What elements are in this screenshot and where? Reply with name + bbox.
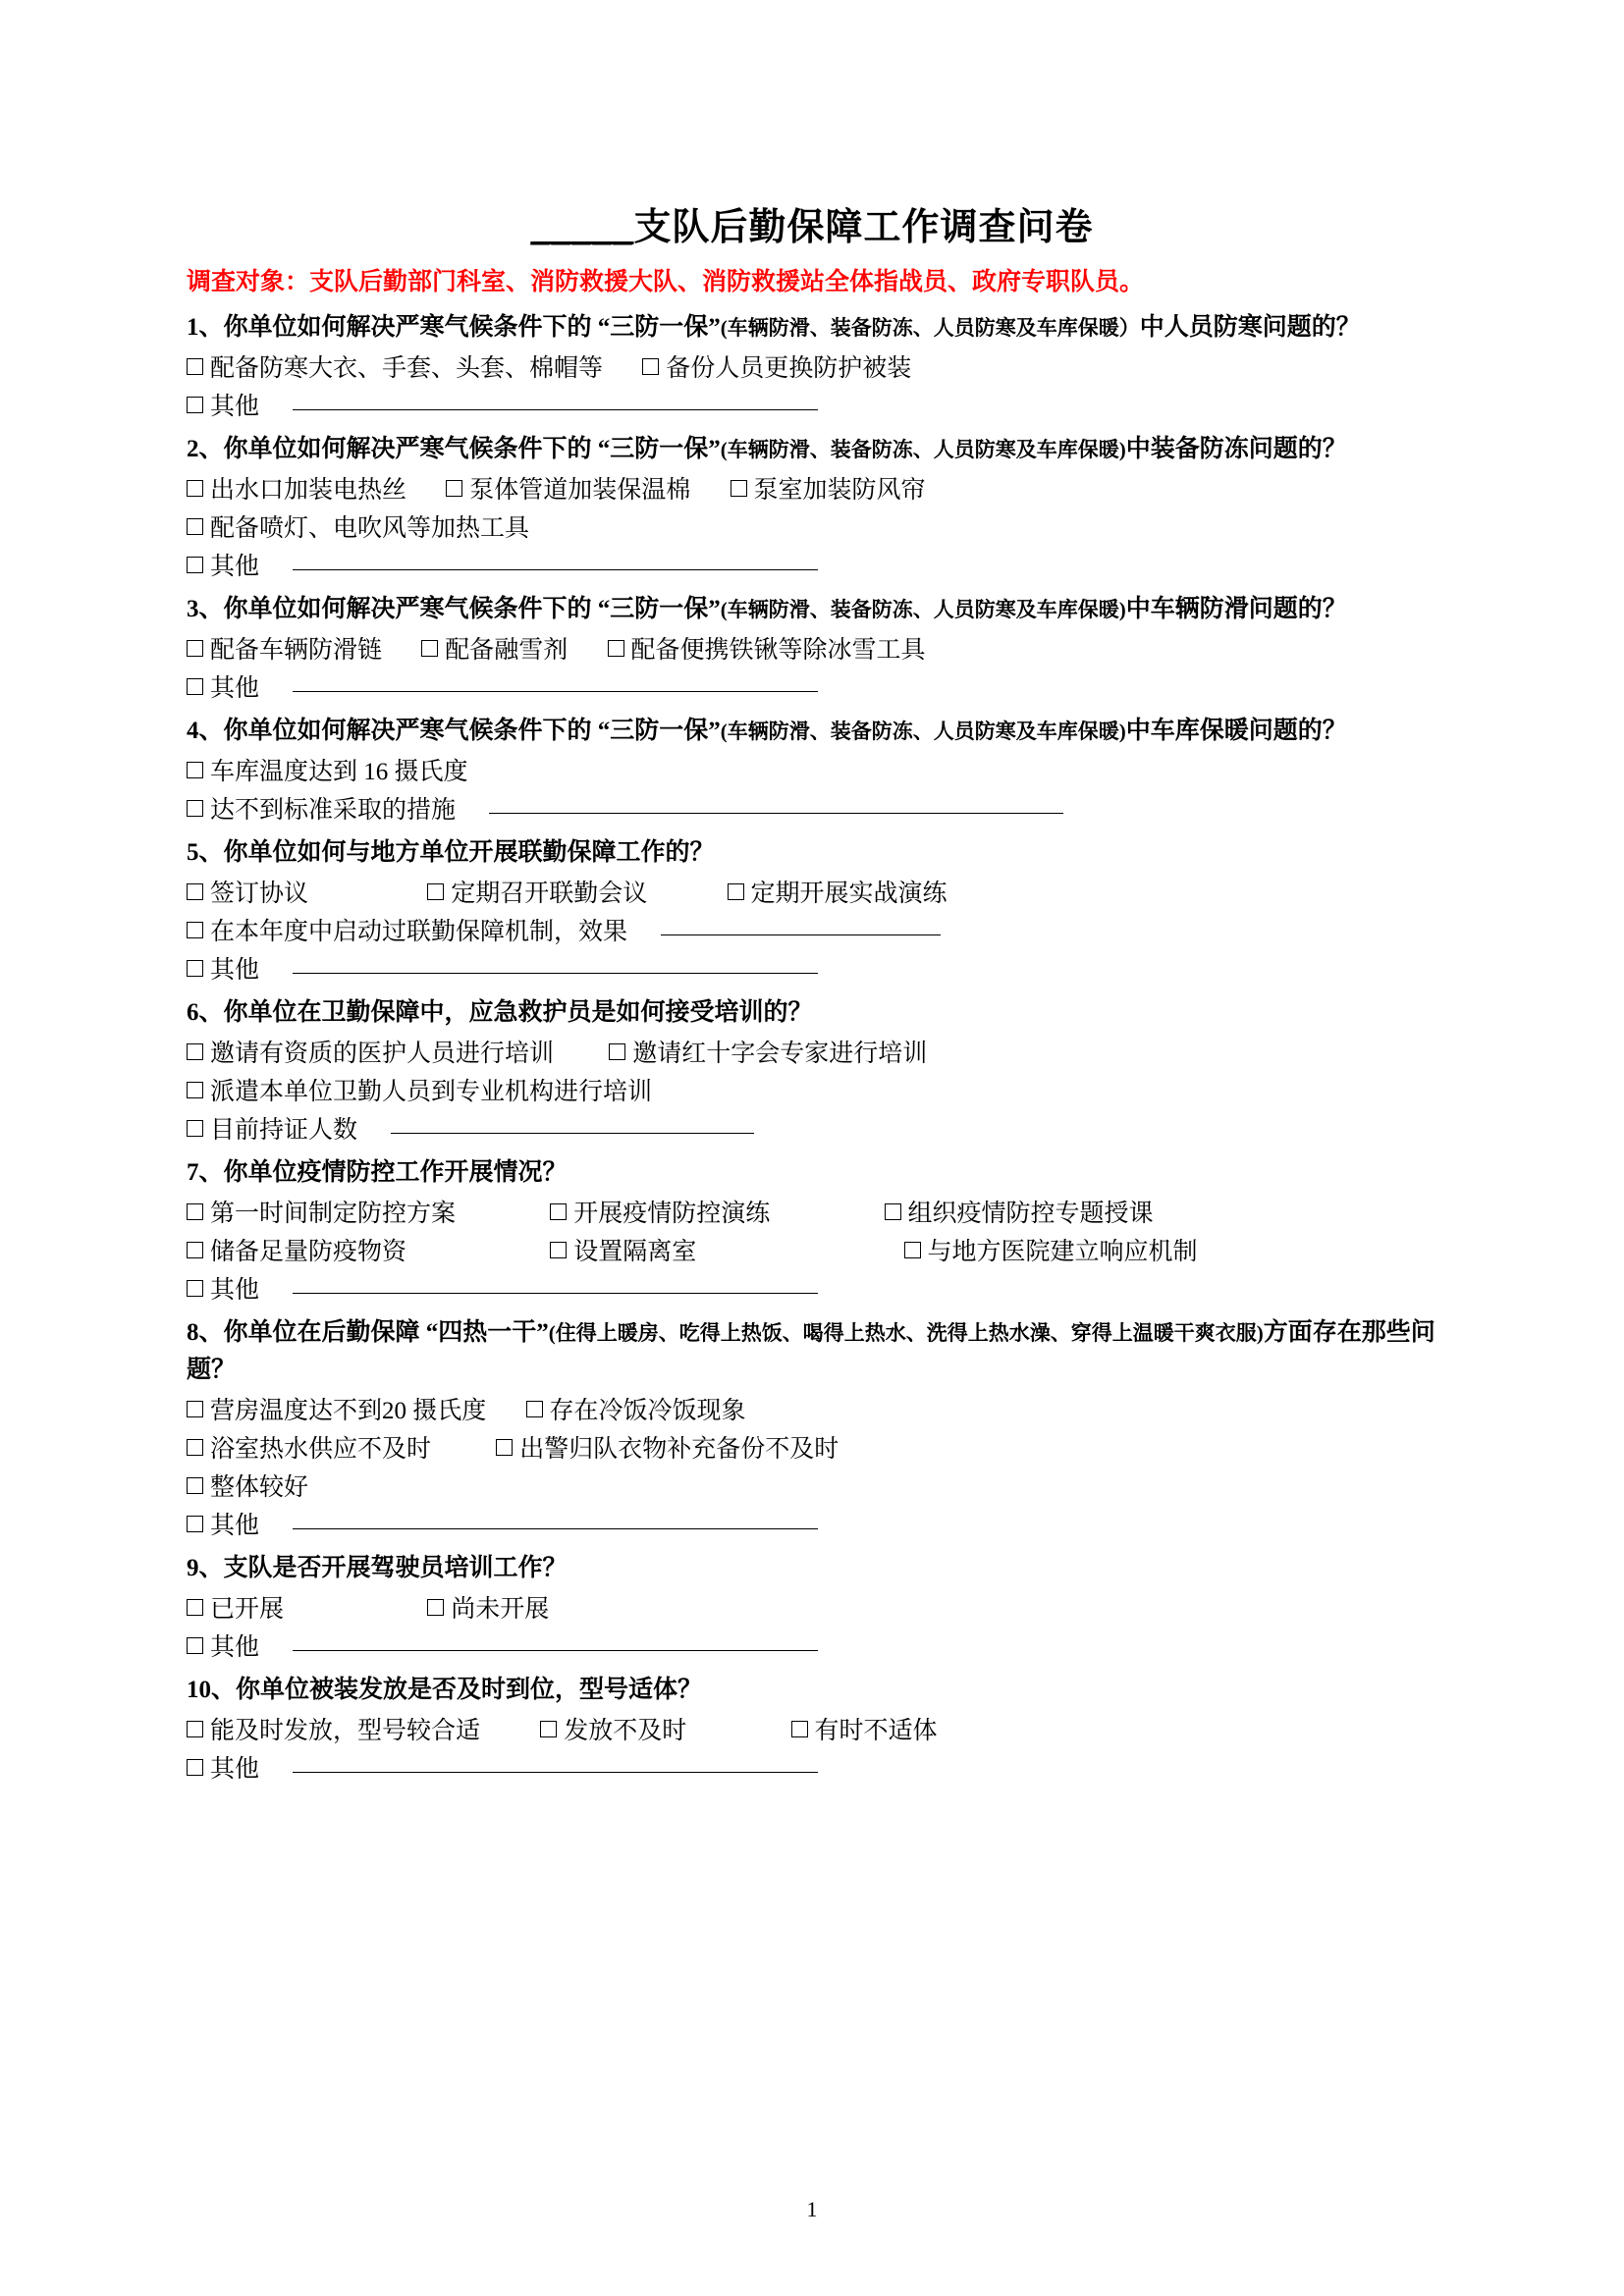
option-label: 其他 <box>210 1755 260 1783</box>
title-blank: _____ <box>530 207 634 248</box>
checkbox-icon[interactable] <box>187 1516 203 1532</box>
checkbox-option[interactable] <box>904 1234 1198 1270</box>
checkbox-option-measure[interactable] <box>187 792 456 828</box>
option-label: 配备便携铁锹等除冰雪工具 <box>630 636 926 664</box>
question-text: 你单位如何解决严寒气候条件下的 “三防一保” <box>223 717 721 744</box>
title-text: 支队后勤保障工作调查问卷 <box>633 207 1094 248</box>
option-label: 定期开展实战演练 <box>750 880 947 907</box>
option-label: 车库温度达到 16 摄氏度 <box>210 758 468 785</box>
checkbox-option[interactable] <box>187 1469 308 1506</box>
option-label: 出水口加装电热丝 <box>210 476 407 504</box>
checkbox-option[interactable] <box>550 1234 864 1270</box>
checkbox-option-other[interactable] <box>187 549 259 585</box>
checkbox-option[interactable] <box>608 632 926 668</box>
option-label: 其他 <box>210 1276 260 1304</box>
write-in-line[interactable] <box>293 1527 818 1529</box>
other-row <box>187 549 1437 585</box>
checkbox-icon[interactable] <box>885 1203 901 1220</box>
question-text-tail: 中装备防冻问题的？ <box>1125 435 1347 462</box>
checkbox-icon[interactable] <box>187 1242 203 1258</box>
option-label: 配备喷灯、电吹风等加热工具 <box>210 514 530 542</box>
checkbox-icon[interactable] <box>187 1599 203 1616</box>
write-in-line[interactable] <box>293 1649 818 1651</box>
checkbox-icon[interactable] <box>187 762 203 778</box>
checkbox-option[interactable] <box>427 876 687 912</box>
option-row <box>187 1713 1437 1749</box>
checkbox-option[interactable] <box>187 510 529 547</box>
question-text: 你单位在后勤保障 “四热一干” <box>223 1318 549 1346</box>
checkbox-option-other[interactable] <box>187 1629 259 1666</box>
checkbox-option[interactable] <box>187 1393 486 1429</box>
question-text: 你单位如何解决严寒气候条件下的 “三防一保” <box>223 595 721 622</box>
question-number: 9、 <box>187 1554 224 1581</box>
checkbox-option[interactable] <box>187 472 406 508</box>
checkbox-icon[interactable] <box>187 1280 203 1297</box>
question-number: 2、 <box>187 435 224 462</box>
checkbox-option[interactable] <box>187 1074 652 1110</box>
write-in-line[interactable] <box>293 690 818 692</box>
checkbox-icon[interactable] <box>608 640 624 657</box>
option-row <box>187 1234 1437 1270</box>
question-text: 你单位疫情防控工作开展情况？ <box>223 1158 568 1186</box>
question-number: 7、 <box>187 1158 224 1186</box>
option-row <box>187 1036 1437 1072</box>
question-note: (车辆防滑、装备防冻、人员防寒及车库保暖) <box>720 437 1126 461</box>
checkbox-icon[interactable] <box>446 480 462 497</box>
checkbox-option[interactable] <box>731 472 926 508</box>
checkbox-option[interactable] <box>187 1431 457 1468</box>
checkbox-icon[interactable] <box>187 518 203 535</box>
question-block <box>187 834 1437 988</box>
other-row <box>187 1508 1437 1544</box>
checkbox-icon[interactable] <box>187 557 203 573</box>
question-block <box>187 309 1437 425</box>
option-label: 其他 <box>210 393 260 420</box>
page-number: 1 <box>806 2197 818 2221</box>
option-label: 其他 <box>210 674 260 702</box>
option-row <box>187 754 1437 790</box>
checkbox-icon[interactable] <box>791 1721 808 1737</box>
question-number: 3、 <box>187 595 224 622</box>
option-row <box>187 350 1437 387</box>
checkbox-icon[interactable] <box>187 640 203 657</box>
option-label: 设置隔离室 <box>573 1238 697 1265</box>
checkbox-option[interactable] <box>187 350 603 387</box>
checkbox-icon[interactable] <box>187 960 203 977</box>
question-number: 1、 <box>187 313 224 341</box>
option-row <box>187 1469 1437 1506</box>
write-in-line[interactable] <box>293 1771 818 1773</box>
checkbox-option[interactable] <box>540 1713 751 1749</box>
question-text-tail: 中车辆防滑问题的？ <box>1125 595 1347 622</box>
checkbox-icon[interactable] <box>187 1637 203 1654</box>
option-label: 目前持证人数 <box>210 1116 358 1144</box>
question-number: 8、 <box>187 1318 224 1346</box>
write-in-line[interactable] <box>293 1292 818 1294</box>
question-block <box>187 1314 1437 1544</box>
option-row <box>187 914 1437 950</box>
checkbox-option-other[interactable] <box>187 670 259 707</box>
checkbox-option[interactable] <box>187 754 468 790</box>
option-row <box>187 1074 1437 1110</box>
other-row <box>187 1629 1437 1666</box>
checkbox-icon[interactable] <box>187 1401 203 1417</box>
checkbox-icon[interactable] <box>609 1043 625 1060</box>
write-in-line[interactable] <box>391 1132 754 1134</box>
checkbox-icon[interactable] <box>728 883 744 900</box>
checkbox-icon[interactable] <box>496 1439 513 1456</box>
question-text: 支队是否开展驾驶员培训工作？ <box>223 1554 568 1581</box>
option-label: 备份人员更换防护被装 <box>666 354 912 382</box>
option-label: 发放不及时 <box>564 1717 687 1744</box>
checkbox-icon[interactable] <box>550 1242 567 1258</box>
option-label: 整体较好 <box>210 1473 309 1501</box>
question-block <box>187 591 1437 707</box>
checkbox-option[interactable] <box>187 1591 388 1628</box>
question-block <box>187 431 1437 585</box>
option-row <box>187 1196 1437 1232</box>
question-text: 你单位在卫勤保障中，应急救护员是如何接受培训的？ <box>223 998 813 1026</box>
question-text-tail: 中车库保暖问题的？ <box>1125 717 1347 744</box>
checkbox-option[interactable] <box>496 1431 839 1468</box>
write-in-line[interactable] <box>661 934 941 935</box>
checkbox-option[interactable] <box>187 1196 511 1232</box>
option-label: 营房温度达不到20 摄氏度 <box>210 1397 487 1424</box>
question-text: 你单位如何解决严寒气候条件下的 “三防一保” <box>223 435 721 462</box>
question-text: 你单位如何解决严寒气候条件下的 “三防一保” <box>223 313 721 341</box>
question-text-tail: 方面存在那些问题？ <box>187 1318 1435 1383</box>
option-label: 邀请有资质的医护人员进行培训 <box>210 1040 555 1067</box>
other-row <box>187 792 1437 828</box>
checkbox-icon[interactable] <box>187 1759 203 1776</box>
question-text: 你单位被装发放是否及时到位，型号适体？ <box>236 1676 703 1703</box>
other-row <box>187 670 1437 707</box>
checkbox-icon[interactable] <box>187 1082 203 1098</box>
checkbox-option[interactable] <box>791 1713 938 1749</box>
question-block <box>187 1154 1437 1308</box>
checkbox-icon[interactable] <box>187 800 203 817</box>
question-heading <box>187 1314 1437 1389</box>
option-label: 有时不适体 <box>814 1717 938 1744</box>
option-label: 签订协议 <box>210 880 309 907</box>
option-label: 定期召开联勤会议 <box>451 880 648 907</box>
option-row <box>187 510 1437 547</box>
checkbox-option[interactable] <box>885 1196 1154 1232</box>
checkbox-option[interactable] <box>187 632 382 668</box>
write-in-line[interactable] <box>293 568 818 570</box>
option-label: 其他 <box>210 1633 260 1661</box>
question-text-tail: 中人员防寒问题的？ <box>1139 313 1361 341</box>
checkbox-icon[interactable] <box>187 922 203 938</box>
checkbox-option[interactable] <box>550 1196 844 1232</box>
checkbox-icon[interactable] <box>187 1203 203 1220</box>
checkbox-option[interactable] <box>427 1591 549 1628</box>
option-label: 派遣本单位卫勤人员到专业机构进行培训 <box>210 1078 653 1105</box>
option-label: 邀请红十字会专家进行培训 <box>632 1040 928 1067</box>
write-in-line[interactable] <box>489 812 1063 814</box>
checkbox-icon[interactable] <box>187 397 203 413</box>
option-label: 其他 <box>210 956 260 984</box>
checkbox-icon[interactable] <box>550 1203 567 1220</box>
option-label: 配备防寒大衣、手套、头套、棉帽等 <box>210 354 604 382</box>
question-note: (住得上暖房、吃得上热饭、喝得上热水、洗得上热水澡、穿得上温暖干爽衣服) <box>548 1320 1264 1345</box>
checkbox-option[interactable] <box>446 472 690 508</box>
option-label: 尚未开展 <box>451 1595 550 1623</box>
question-note: (车辆防滑、装备防冻、人员防寒及车库保暖) <box>720 719 1126 743</box>
option-label: 储备足量防疫物资 <box>210 1238 407 1265</box>
question-number: 6、 <box>187 998 224 1026</box>
option-label: 配备车辆防滑链 <box>210 636 383 664</box>
question-heading <box>187 1154 1437 1192</box>
checkbox-icon[interactable] <box>421 640 438 657</box>
question-block <box>187 994 1437 1148</box>
question-heading <box>187 1550 1437 1587</box>
checkbox-icon[interactable] <box>427 1599 444 1616</box>
option-label: 泵体管道加装保温棉 <box>469 476 691 504</box>
checkbox-icon[interactable] <box>540 1721 557 1737</box>
question-text: 你单位如何与地方单位开展联勤保障工作的？ <box>223 838 715 866</box>
checkbox-icon[interactable] <box>187 1120 203 1137</box>
checkbox-option[interactable] <box>609 1036 927 1072</box>
question-heading <box>187 431 1437 468</box>
checkbox-option[interactable] <box>642 350 911 387</box>
option-label: 在本年度中启动过联勤保障机制，效果 <box>210 918 628 945</box>
option-row <box>187 1431 1437 1468</box>
checkbox-icon[interactable] <box>526 1401 543 1417</box>
other-row <box>187 1272 1437 1308</box>
question-heading <box>187 591 1437 628</box>
checkbox-icon[interactable] <box>642 358 659 375</box>
option-row <box>187 1393 1437 1429</box>
option-row <box>187 1591 1437 1628</box>
option-label: 达不到标准采取的措施 <box>210 796 457 824</box>
count-row <box>187 1112 1437 1148</box>
question-block <box>187 713 1437 828</box>
checkbox-icon[interactable] <box>187 1043 203 1060</box>
question-number: 4、 <box>187 717 224 744</box>
option-label: 泵室加装防风帘 <box>753 476 926 504</box>
other-row <box>187 952 1437 988</box>
checkbox-icon[interactable] <box>427 883 444 900</box>
checkbox-icon[interactable] <box>731 480 747 497</box>
question-block <box>187 1672 1437 1788</box>
option-label: 能及时发放，型号较合适 <box>210 1717 481 1744</box>
question-number: 5、 <box>187 838 224 866</box>
checkbox-option[interactable] <box>187 1036 569 1072</box>
question-heading <box>187 1672 1437 1709</box>
option-label: 第一时间制定防控方案 <box>210 1200 457 1227</box>
checkbox-option-other[interactable] <box>187 952 259 988</box>
option-label: 浴室热水供应不及时 <box>210 1435 432 1463</box>
checkbox-option[interactable] <box>187 914 627 950</box>
option-label: 其他 <box>210 1512 260 1539</box>
checkbox-icon[interactable] <box>187 358 203 375</box>
question-heading <box>187 994 1437 1032</box>
checkbox-option[interactable] <box>728 876 947 912</box>
other-row <box>187 1751 1437 1788</box>
checkbox-option-other[interactable] <box>187 1508 259 1544</box>
option-label: 配备融雪剂 <box>445 636 568 664</box>
option-label: 与地方医院建立响应机制 <box>927 1238 1198 1265</box>
question-note: (车辆防滑、装备防冻、人员防寒及车库保暖） <box>720 315 1140 340</box>
checkbox-icon[interactable] <box>187 1477 203 1494</box>
checkbox-icon[interactable] <box>187 883 203 900</box>
checkbox-icon[interactable] <box>187 480 203 497</box>
checkbox-icon[interactable] <box>904 1242 921 1258</box>
checkbox-option[interactable] <box>187 876 388 912</box>
option-label: 开展疫情防控演练 <box>573 1200 771 1227</box>
checkbox-option[interactable] <box>187 1713 501 1749</box>
checkbox-icon[interactable] <box>187 1721 203 1737</box>
checkbox-option[interactable] <box>421 632 568 668</box>
option-label: 存在冷饭冷饭现象 <box>549 1397 746 1424</box>
option-row <box>187 876 1437 912</box>
question-number: 10、 <box>187 1676 237 1703</box>
write-in-line[interactable] <box>293 972 818 974</box>
question-heading <box>187 713 1437 750</box>
question-block <box>187 1550 1437 1666</box>
checkbox-option-other[interactable] <box>187 1751 259 1788</box>
option-label: 其他 <box>210 553 260 580</box>
checkbox-option[interactable] <box>187 1234 511 1270</box>
other-row <box>187 389 1437 425</box>
checkbox-option-count[interactable] <box>187 1112 357 1148</box>
option-row <box>187 632 1437 668</box>
checkbox-option-other[interactable] <box>187 1272 259 1308</box>
write-in-line[interactable] <box>293 408 818 410</box>
checkbox-option[interactable] <box>526 1393 746 1429</box>
option-label: 已开展 <box>210 1595 285 1623</box>
option-label: 出警归队衣物补充备份不及时 <box>519 1435 839 1463</box>
survey-audience: 调查对象：支队后勤部门科室、消防救援大队、消防救援站全体指战员、政府专职队员。 <box>187 269 1145 295</box>
checkbox-icon[interactable] <box>187 1439 203 1456</box>
checkbox-icon[interactable] <box>187 678 203 695</box>
page-title <box>187 196 1437 250</box>
question-note: (车辆防滑、装备防冻、人员防寒及车库保暖) <box>720 597 1126 621</box>
option-label: 组织疫情防控专题授课 <box>907 1200 1154 1227</box>
question-heading <box>187 309 1437 347</box>
option-row <box>187 472 1437 508</box>
question-heading <box>187 834 1437 872</box>
checkbox-option-other[interactable] <box>187 389 259 425</box>
